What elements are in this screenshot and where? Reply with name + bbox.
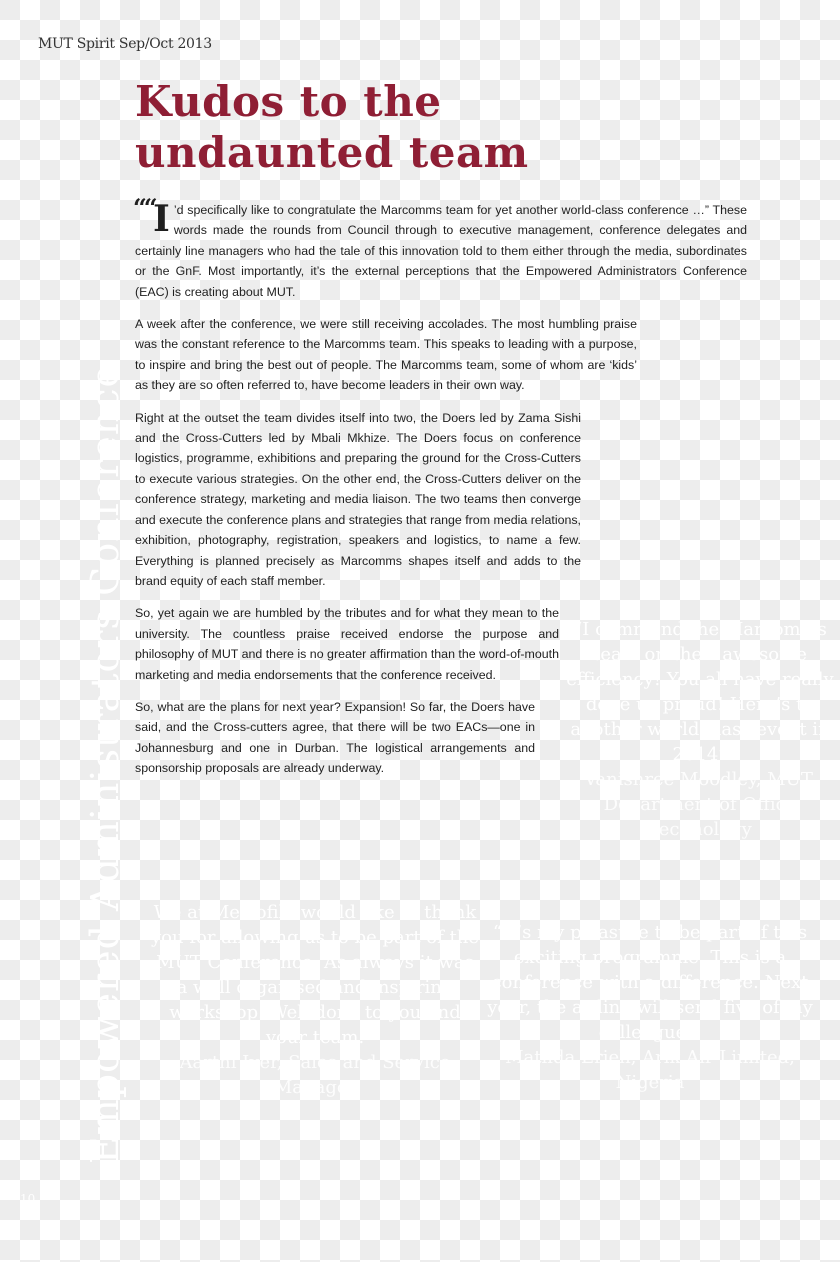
paragraph-2: A week after the conference, we were still receiving accolades. The most humbling praise was the constant reference to the Marcomms team. This speaks to leading with a purpose, to inspire and bring the best out of people. The Marcomms team, some of whom are ‘kids’ as they are so often referred to, have become leaders in their own way.: [135, 317, 637, 393]
page-number: 10: [20, 1192, 36, 1206]
paragraph-1: ’d specifically like to congratulate the Marcomms team for yet another world-class conference …” These words made the rounds from Council through to executive management, conference delegates and certainly line managers who had the tale of this innovation told to them either through the media, subordinates or the GnF. Most importantly, it’s the external perceptions that the Empowered Administrators Conference (EAC) is creating about MUT.: [135, 203, 747, 299]
paragraph-4: So, yet again we are humbled by the tributes and for what they mean to the university. The countless praise received endorse the purpose and philosophy of MUT and there is no greater affirmation than the word-of-mouth marketing and media endorsements that the conference received.: [135, 606, 559, 682]
paragraph-1-wrapper: [133, 193, 747, 302]
paragraph-5: So, what are the plans for next year? Expansion! So far, the Doers have said, and the Cross-cutters agree, that there will be two EACs—one in Johannesburg and one in Durban. The logistical arrangements and sponsorship proposals are already underway.: [135, 699, 535, 776]
article-title: [135, 76, 529, 178]
testimonial-quote: We at Metrofile would like to thank you for allowing us to be part of the MUT Conference. As always it was a well organised and inspiring workshop. Well done to you and your team.: [151, 902, 479, 1048]
paragraph-3: Right at the outset the team divides itself into two, the Doers led by Zama Sishi and the Cross-Cutters led by Mbali Mkhize. The Doers focus on conference logistics, programme, exhibitions and preparing the ground for the Cross-Cutters to execute various strategies. On the other end, the Cross-Cutters deliver on the conference strategy, marketing and media liaison. The two teams then converge and execute the conference plans and strategies that range from media relations, exhibition, photography, registration, speakers and logistics, to name a few. Everything is planned precisely as Marcomms shapes itself and adds to the brand equity of each staff member.: [135, 410, 581, 588]
testimonial-3: [485, 920, 815, 1095]
vertical-conference-name: Empowered Administrators Conference: [83, 364, 127, 1164]
title-line-2: undaunted team: [135, 128, 529, 177]
drop-cap: I: [153, 198, 170, 240]
testimonial-author: Aarthi Iyer, Sales and Service Manager: [179, 1052, 451, 1098]
testimonial-1: [560, 617, 840, 842]
testimonial-2: [150, 900, 480, 1100]
publication-header: MUT Spirit Sep/Oct 2013: [38, 36, 212, 52]
testimonial-quote: “I commend the Marcomms team on their awesome efficiency! You all have really done us proud! Here’s to another world-class event in 2014”: [566, 619, 834, 765]
testimonial-quote: “It’s my pleasure to be part of this exciting programme. This is a conference with a difference. Next year, the airline will send five of my colleagues.: [487, 922, 813, 1043]
testimonial-author: Matilda Erieh, Arik Air Limited, Nigeria: [505, 1047, 795, 1093]
title-line-1: Kudos to the: [135, 77, 442, 126]
open-quote-icon: ““: [133, 193, 155, 222]
testimonial-author: Vanishree Moodley, MUT, Department of Office Technology: [584, 769, 816, 840]
